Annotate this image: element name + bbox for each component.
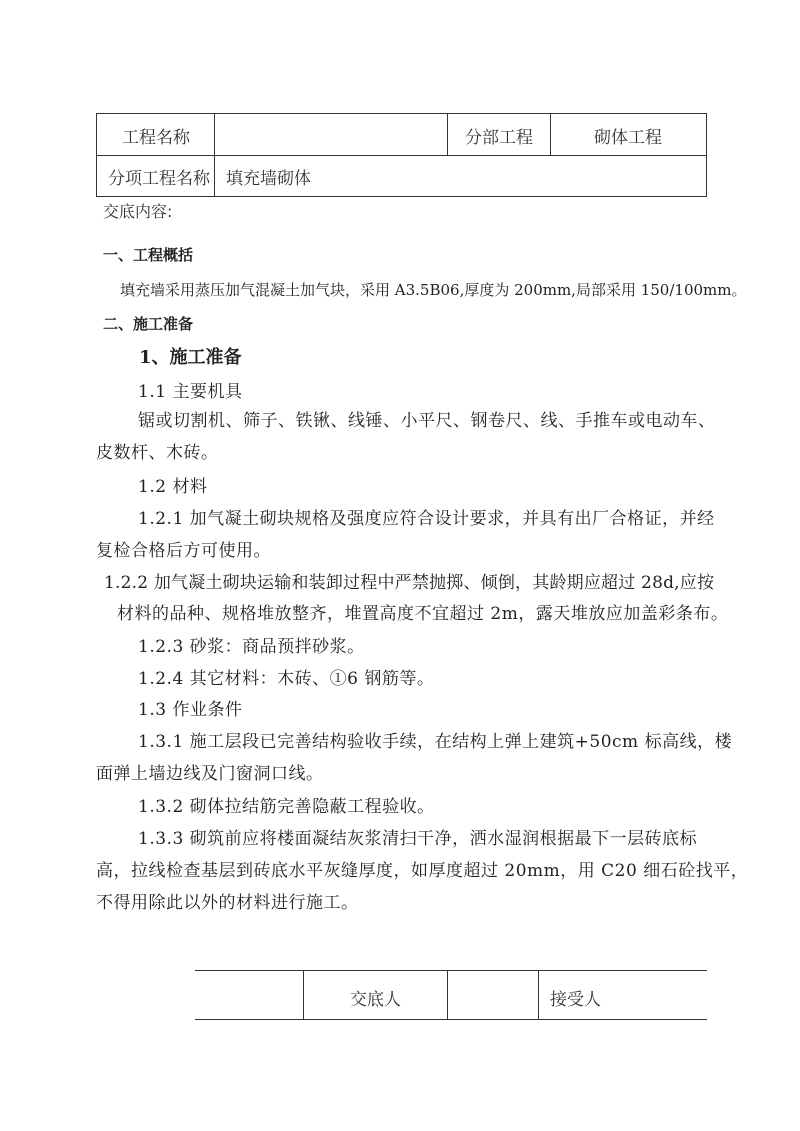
- footer-divider-3: [538, 970, 539, 1020]
- table-divider-3: [550, 113, 551, 155]
- section-2-subtitle: 1、施工准备: [139, 347, 242, 368]
- receiver-label: 接受人: [550, 990, 601, 1010]
- section-2-title: 二、施工准备: [103, 315, 194, 333]
- para-1-3-2: 1.3.2 砌体拉结筋完善隐蔽工程验收。: [138, 797, 435, 817]
- para-1-2: 1.2 材料: [138, 477, 208, 497]
- project-name-label: 工程名称: [122, 128, 190, 148]
- para-1-3-3-c: 不得用除此以外的材料进行施工。: [96, 893, 359, 913]
- table-border-top: [96, 113, 707, 114]
- division-label: 分部工程: [465, 128, 533, 148]
- discloser-label: 交底人: [350, 990, 401, 1010]
- subitem-value: 填充墙砌体: [226, 169, 311, 189]
- footer-divider-1: [303, 970, 304, 1020]
- para-1-1: 1.1 主要机具: [138, 382, 243, 402]
- para-1-2-3: 1.2.3 砂浆：商品预拌砂浆。: [138, 637, 365, 657]
- para-1-2-2-b: 材料的品种、规格堆放整齐，堆置高度不宜超过 2m，露天堆放应加盖彩条布。: [117, 604, 729, 624]
- division-value: 砌体工程: [594, 128, 662, 148]
- para-1-3-1-b: 面弹上墙边线及门窗洞口线。: [96, 764, 324, 784]
- para-1-2-1-b: 复检合格后方可使用。: [96, 541, 271, 561]
- para-1-3-3-b: 高，拉线检查基层到砖底水平灰缝厚度，如厚度超过 20mm，用 C20 细石砼找平，: [96, 861, 749, 881]
- table-divider-1: [214, 113, 215, 197]
- footer-divider-2: [447, 970, 448, 1020]
- table-border-mid: [96, 155, 707, 156]
- para-1-3-3-a: 1.3.3 砌筑前应将楼面凝结灰浆清扫干净，洒水湿润根据最下一层砖底标: [138, 829, 698, 849]
- footer-border-top: [195, 970, 707, 971]
- section-1-text: 填充墙采用蒸压加气混凝土加气块，采用 A3.5B06,厚度为 200mm,局部采用 150/100mm。: [120, 281, 747, 299]
- para-1-2-1-a: 1.2.1 加气凝土砌块规格及强度应符合设计要求，并具有出厂合格证，并经: [138, 509, 715, 529]
- table-border-bottom: [96, 196, 707, 197]
- content-label: 交底内容:: [103, 202, 173, 221]
- para-1-2-4: 1.2.4 其它材料：木砖、①6 钢筋等。: [138, 669, 435, 689]
- para-1-1-text-a: 锯或切割机、筛子、铁锹、线锤、小平尺、钢卷尺、线、手推车或电动车、: [138, 411, 716, 431]
- section-1-title: 一、工程概括: [103, 246, 194, 264]
- subitem-label: 分项工程名称: [108, 169, 210, 189]
- footer-border-bottom: [195, 1019, 707, 1020]
- table-border-left: [96, 113, 97, 197]
- table-divider-2: [447, 113, 448, 155]
- table-border-right: [706, 113, 707, 197]
- para-1-3-1-a: 1.3.1 施工层段已完善结构验收手续，在结构上弹上建筑+50cm 标高线，楼: [138, 732, 733, 752]
- para-1-1-text-b: 皮数杆、木砖。: [96, 443, 219, 463]
- para-1-2-2-a: 1.2.2 加气凝土砌块运输和装卸过程中严禁抛掷、倾倒，其龄期应超过 28d,应按: [104, 573, 715, 593]
- para-1-3: 1.3 作业条件: [138, 700, 243, 720]
